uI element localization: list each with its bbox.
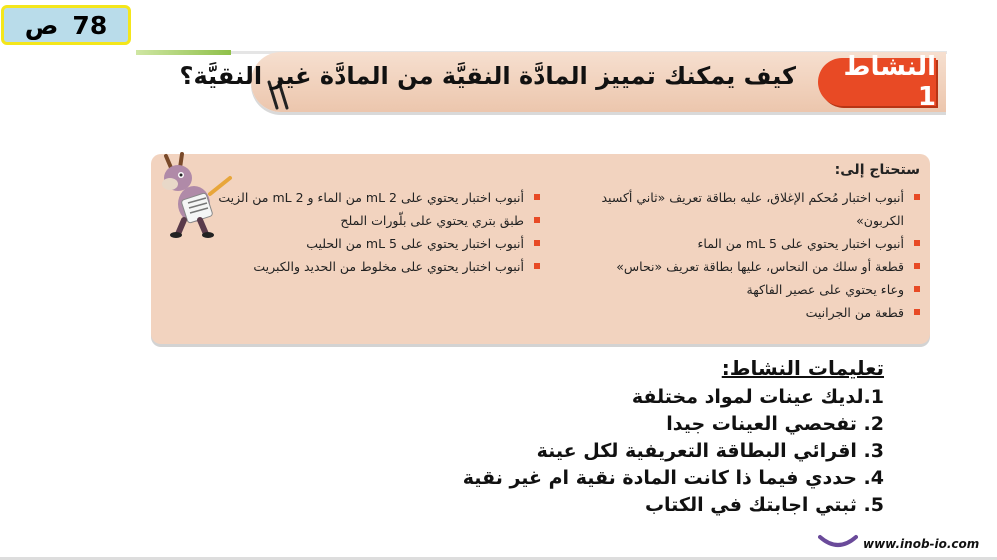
page-number: 78 <box>72 10 108 40</box>
material-text: قطعة من الجرانيت <box>805 305 904 320</box>
footer-url[interactable]: www.inob-io.com <box>863 537 980 551</box>
bullet-icon <box>534 263 540 269</box>
instruction-item: 2. تفحصي العينات جيدا <box>666 413 884 435</box>
activity-header <box>179 52 946 112</box>
material-item <box>575 232 920 255</box>
materials-left-column <box>210 186 540 278</box>
page-prefix: ص <box>24 10 59 40</box>
bullet-icon <box>534 194 540 200</box>
material-item <box>210 232 540 255</box>
material-text: أنبوب اختبار يحتوي على مخلوط من الحديد والكبريت <box>253 259 524 274</box>
bullet-icon <box>914 194 920 200</box>
materials-box <box>151 154 930 344</box>
bullet-icon <box>534 217 540 223</box>
material-text: وعاء يحتوي على عصير الفاكهة <box>746 282 904 297</box>
instruction-item: 4. حددي فيما ذا كانت المادة نقية ام غير نقية <box>462 467 884 489</box>
instructions-list <box>463 384 884 519</box>
material-item <box>210 255 540 278</box>
bullet-icon <box>914 263 920 269</box>
materials-title: ستحتاج إلى: <box>834 162 920 178</box>
instruction-item: 1.لديك عينات لمواد مختلفة <box>631 386 884 408</box>
bullet-icon <box>914 240 920 246</box>
header-accent-line <box>136 50 231 55</box>
bullet-icon <box>914 286 920 292</box>
page-number-badge <box>1 5 131 45</box>
bullet-icon <box>534 240 540 246</box>
materials-right-column <box>575 186 920 324</box>
material-text: أنبوب اختبار يحتوي على 5 mL من الحليب <box>306 236 524 251</box>
material-item <box>575 255 920 278</box>
instructions-title: تعليمات النشاط: <box>721 356 884 380</box>
material-item <box>575 278 920 301</box>
activity-tag: النشاط 1 <box>818 58 936 106</box>
material-item <box>575 301 920 324</box>
site-logo-icon <box>818 527 858 549</box>
mascot-deer-icon <box>148 148 240 240</box>
activity-question: كيف يمكنك تمييز المادَّة النقيَّة من المادَّة غير النقيَّة؟ <box>179 62 796 90</box>
bullet-icon <box>914 309 920 315</box>
instruction-item: 3. اقرائي البطاقة التعريفية لكل عينة <box>536 440 884 462</box>
material-text: أنبوب اختبار يحتوي على 2 mL من الماء و 2 mL من الزيت <box>218 190 524 205</box>
instruction-item: 5. ثبتي اجابتك في الكتاب <box>644 494 884 516</box>
material-text: طبق بتري يحتوي على بلّورات الملح <box>340 213 524 228</box>
material-item <box>575 186 920 232</box>
material-text: قطعة أو سلك من النحاس، عليها بطاقة تعريف «نحاس» <box>616 259 904 274</box>
material-text: أنبوب اختبار يحتوي على 5 mL من الماء <box>697 236 904 251</box>
material-item <box>210 186 540 209</box>
material-text: أنبوب اختبار مُحكم الإغلاق، عليه بطاقة تعريف «ثاني أكسيد الكربون» <box>601 190 904 228</box>
material-item <box>210 209 540 232</box>
